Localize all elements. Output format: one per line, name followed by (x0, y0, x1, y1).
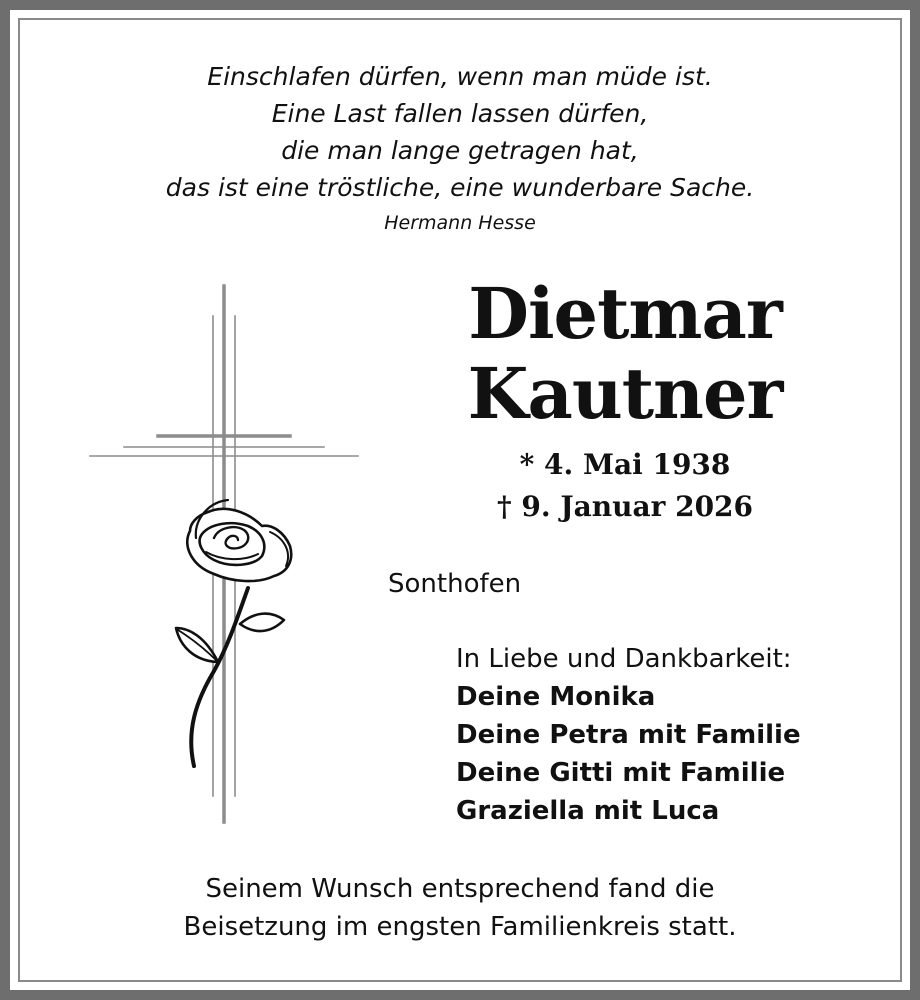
mourners (456, 640, 801, 830)
poem-line: das ist eine tröstliche, eine wunderbare Sache. (165, 173, 755, 202)
last-name: Kautner (467, 352, 783, 435)
death-date: † 9. Januar 2026 (496, 490, 754, 523)
birth-date: * 4. Mai 1938 (519, 448, 731, 481)
poem-line: die man lange getragen hat, (281, 136, 639, 165)
poem-line: Einschlafen dürfen, wenn man müde ist. (207, 62, 713, 91)
first-name: Dietmar (468, 272, 782, 355)
cross-and-rose (78, 276, 378, 840)
mourner-name: Deine Petra mit Familie (456, 720, 801, 750)
mourner-name: Deine Monika (456, 682, 656, 712)
closing-note (10, 870, 910, 946)
mourner-name: Graziella mit Luca (456, 796, 720, 826)
place: Sonthofen (388, 569, 522, 599)
deceased-name (430, 274, 820, 434)
closing-line: Beisetzung im engsten Familienkreis statt. (183, 912, 737, 942)
poem-author: Hermann Hesse (384, 212, 536, 234)
mourner-name: Deine Gitti mit Familie (456, 758, 786, 788)
poem-line: Eine Last fallen lassen dürfen, (271, 99, 649, 128)
life-dates (430, 444, 820, 528)
poem (10, 58, 910, 240)
closing-line: Seinem Wunsch entsprechend fand die (205, 874, 715, 904)
cross-icon (78, 276, 378, 836)
mourners-intro: In Liebe und Dankbarkeit: (456, 644, 792, 674)
rose-icon (176, 500, 291, 766)
